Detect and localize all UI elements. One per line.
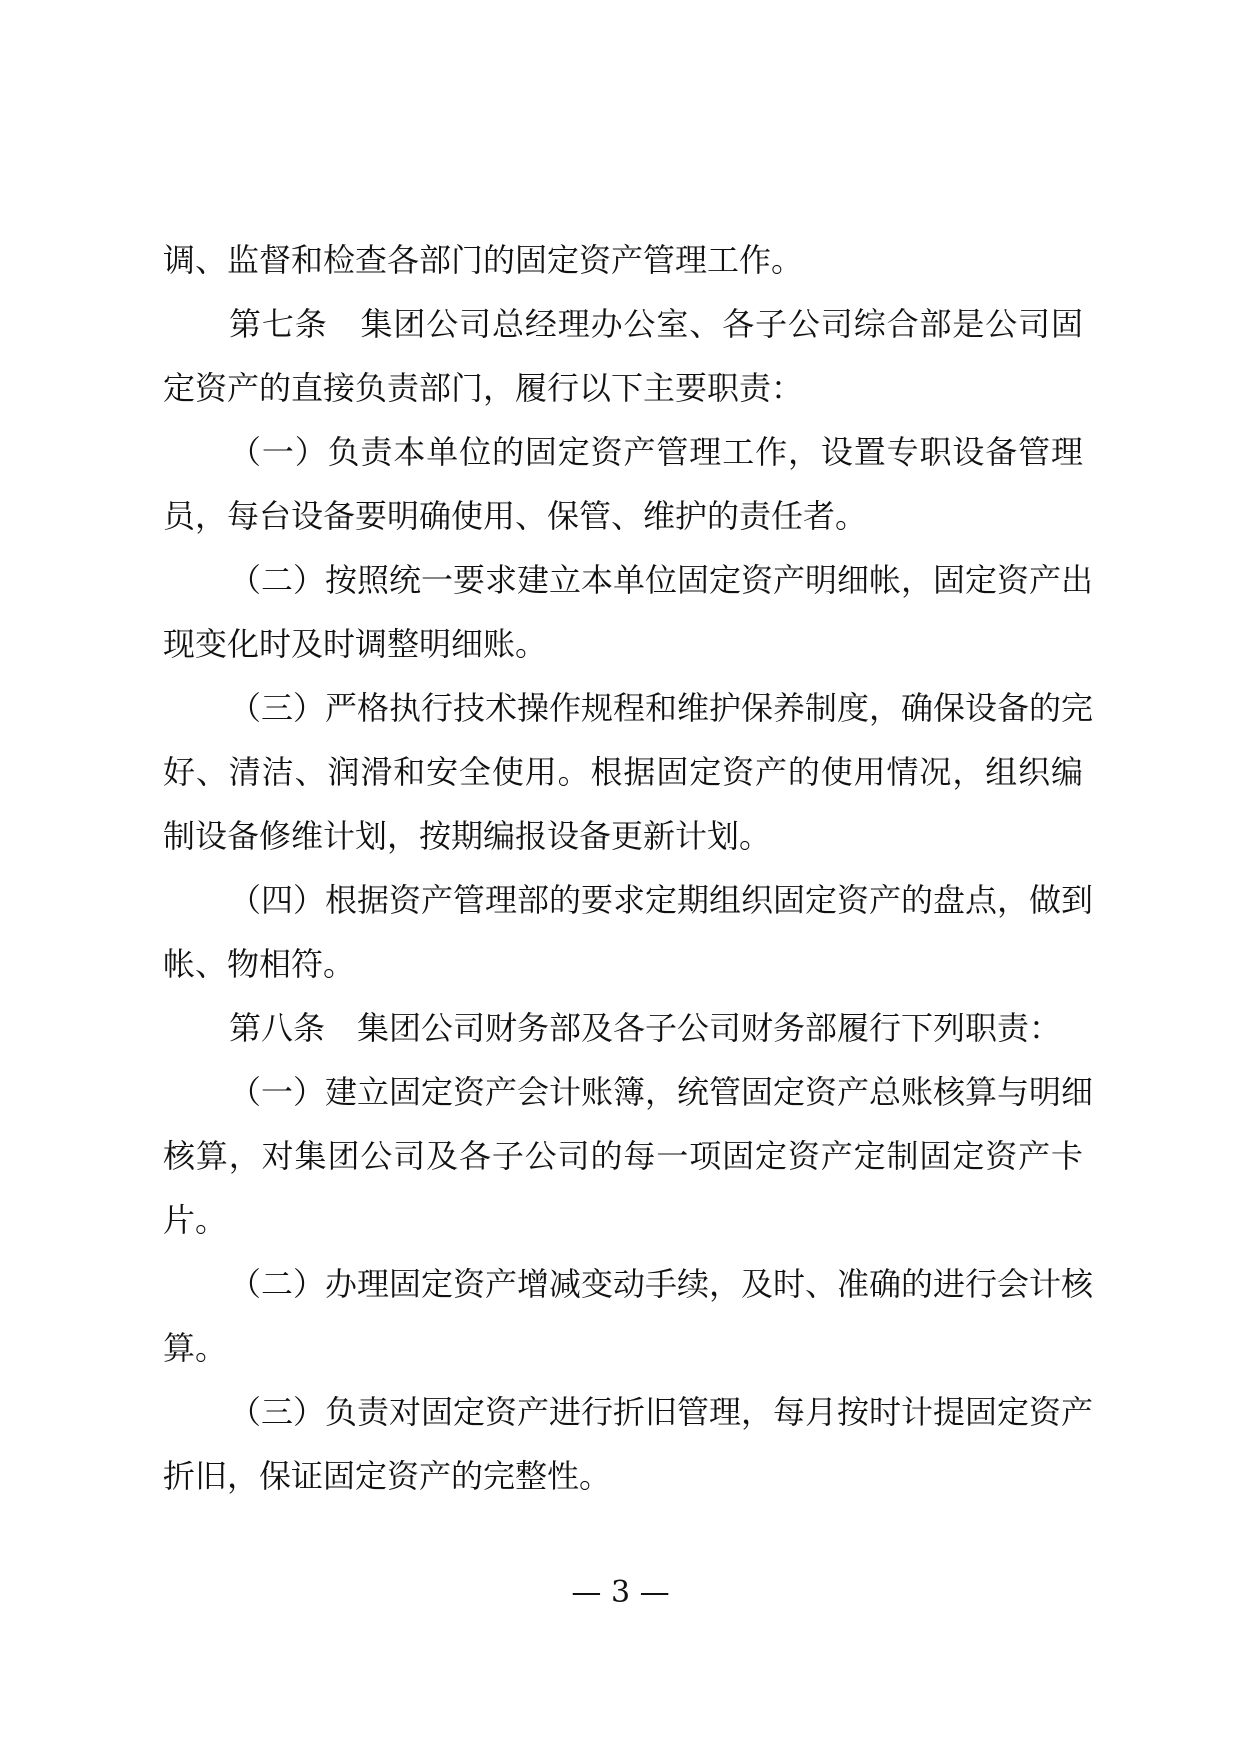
article-7-item-1-line: （一）负责本单位的固定资产管理工作，设置专职设备管理 bbox=[229, 433, 1083, 471]
text-line: 调、监督和检查各部门的固定资产管理工作。 bbox=[163, 241, 804, 279]
text-line: 片。 bbox=[163, 1201, 228, 1239]
document-body bbox=[163, 228, 1094, 1508]
article-8-item-3-line: （三）负责对固定资产进行折旧管理，每月按时计提固定资产 bbox=[229, 1393, 1094, 1431]
text-line: 好、清洁、润滑和安全使用。根据固定资产的使用情况，组织编 bbox=[163, 753, 1083, 791]
article-8-item-1-line: （一）建立固定资产会计账簿，统管固定资产总账核算与明细 bbox=[229, 1073, 1094, 1111]
text-line: 定资产的直接负责部门，履行以下主要职责： bbox=[163, 369, 804, 407]
text-line: 员，每台设备要明确使用、保管、维护的责任者。 bbox=[163, 497, 868, 535]
article-8-heading-line: 第八条 集团公司财务部及各子公司财务部履行下列职责： bbox=[229, 1009, 1062, 1047]
article-7-heading-line: 第七条 集团公司总经理办公室、各子公司综合部是公司固 bbox=[229, 305, 1083, 343]
text-line: 核算，对集团公司及各子公司的每一项固定资产定制固定资产卡 bbox=[163, 1137, 1083, 1175]
text-line: 折旧，保证固定资产的完整性。 bbox=[163, 1457, 612, 1495]
article-7-item-2-line: （二）按照统一要求建立本单位固定资产明细帐，固定资产出 bbox=[229, 561, 1094, 599]
text-line: 制设备修维计划，按期编报设备更新计划。 bbox=[163, 817, 772, 855]
text-line: 现变化时及时调整明细账。 bbox=[163, 625, 548, 663]
article-7-item-3-line: （三）严格执行技术操作规程和维护保养制度，确保设备的完 bbox=[229, 689, 1094, 727]
text-line: 算。 bbox=[163, 1329, 228, 1367]
text-line: 帐、物相符。 bbox=[163, 945, 356, 983]
page-number: — 3 — bbox=[571, 1575, 670, 1610]
article-7-item-4-line: （四）根据资产管理部的要求定期组织固定资产的盘点，做到 bbox=[229, 881, 1094, 919]
article-8-item-2-line: （二）办理固定资产增减变动手续，及时、准确的进行会计核 bbox=[229, 1265, 1094, 1303]
